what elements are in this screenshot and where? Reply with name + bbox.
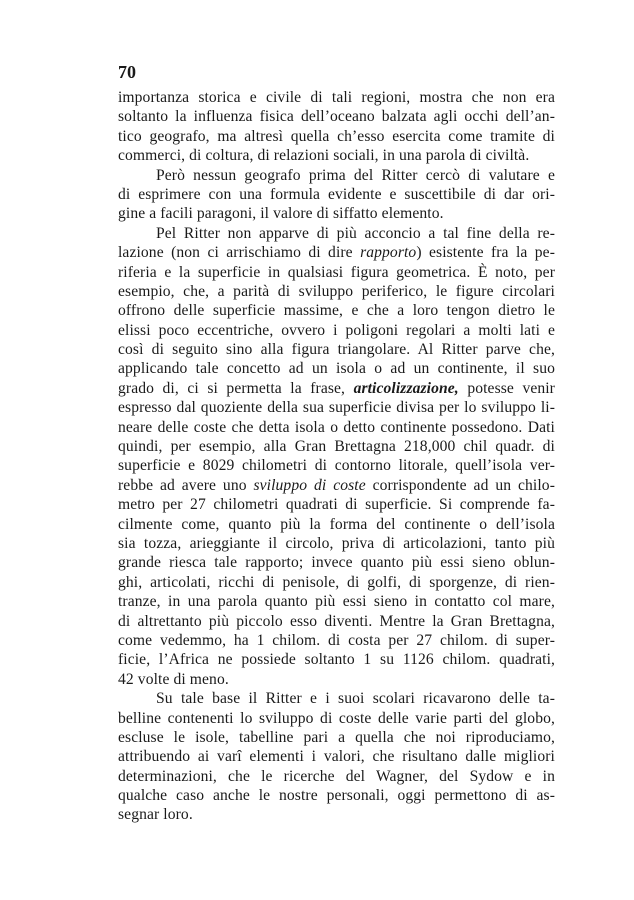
text-line xyxy=(118,204,555,223)
text-run: grande riesca tale rapporto; invece quanto più essi sieno oblun- xyxy=(118,554,555,572)
text-line xyxy=(118,573,555,592)
text-run: gine a facili paragoni, il valore di siffatto elemento. xyxy=(118,205,444,223)
text-line xyxy=(118,340,555,359)
text-line xyxy=(118,359,555,378)
text-line xyxy=(118,301,555,320)
text-run: di esprimere con una formula evidente e suscettibile di dar ori- xyxy=(118,185,555,203)
text-run: escluse le isole, tabelline pari a quella che noi riproduciamo, xyxy=(118,728,555,746)
text-run: di altrettanto più piccolo esso diventi. Mentre la Gran Brettagna, xyxy=(118,612,555,630)
text-line xyxy=(118,185,555,204)
text-line xyxy=(118,515,555,534)
text-line xyxy=(118,612,555,631)
text-line xyxy=(118,107,555,126)
emphasized-term: articolizzazione, xyxy=(353,379,459,397)
text-line xyxy=(118,805,555,824)
text-line xyxy=(118,243,555,262)
text-run: tranze, in una parola quanto più essi sieno in contatto col mare, xyxy=(118,593,555,611)
text-line xyxy=(118,650,555,669)
text-run: offrono delle superficie massime, e che a loro tengon dietro le xyxy=(118,302,555,320)
text-line xyxy=(118,592,555,611)
text-run: ghi, articolati, ricchi di penisole, di golfi, di sporgenze, di rien- xyxy=(118,573,555,591)
text-run: sia tozza, arieggiante il circolo, priva di articolazioni, tanto più xyxy=(118,534,555,552)
text-run: rebbe ad avere uno xyxy=(118,476,254,494)
text-run: grado di, ci si permetta la frase, xyxy=(118,379,354,397)
text-line xyxy=(118,689,555,708)
text-line xyxy=(118,476,555,495)
text-run: attribuendo ai varî elementi i valori, che risultano dalle migliori xyxy=(118,748,555,766)
text-run: belline contenenti lo sviluppo di coste delle varie parti del globo, xyxy=(118,709,555,727)
text-line xyxy=(118,534,555,553)
emphasized-term: sviluppo di coste xyxy=(253,476,366,494)
text-line xyxy=(118,88,555,107)
text-line xyxy=(118,418,555,437)
text-run: importanza storica e civile di tali regioni, mostra che non era xyxy=(118,89,555,106)
text-run: potesse venir xyxy=(458,379,555,397)
text-line xyxy=(118,553,555,572)
text-run: quindi, per esempio, alla Gran Brettagna 218,000 chil quadr. di xyxy=(118,438,555,456)
text-run: superficie e 8029 chilometri di contorno litorale, quell’isola ver- xyxy=(118,457,555,475)
text-run: segnar loro. xyxy=(118,806,193,824)
text-line xyxy=(118,709,555,728)
text-line xyxy=(118,263,555,282)
text-run: Pel Ritter non apparve di più acconcio a tal fine della re- xyxy=(156,224,555,242)
text-line xyxy=(118,456,555,475)
text-run: esempio, che, a parità di sviluppo periferico, le figure circolari xyxy=(118,282,555,300)
text-run: elissi poco eccentriche, ovvero i poligoni regolari a molti lati e xyxy=(118,321,555,339)
text-run: 42 volte di meno. xyxy=(118,670,229,688)
text-run: Però nessun geografo prima del Ritter cercò di valutare e xyxy=(156,166,555,184)
text-line xyxy=(118,495,555,514)
text-run: tico geografo, ma altresì quella ch’esso esercita come tramite di xyxy=(118,127,555,145)
text-line xyxy=(118,670,555,689)
text-line xyxy=(118,379,555,398)
text-line xyxy=(118,321,555,340)
text-run: cilmente come, quanto più la forma del continente o dell’isola xyxy=(118,515,555,533)
text-run: soltanto la influenza fisica dell’oceano balzata agli occhi dell’an- xyxy=(118,108,555,126)
page-number: 70 xyxy=(118,62,136,82)
text-run: neare delle coste che detta isola o detto continente possedono. Dati xyxy=(118,418,555,436)
text-line xyxy=(118,398,555,417)
text-run: ) esistente fra la pe- xyxy=(416,244,555,262)
text-run: così di seguito sino alla figura triangolare. Al Ritter parve che, xyxy=(118,341,555,359)
text-line xyxy=(118,166,555,185)
text-line xyxy=(118,747,555,766)
text-run: espresso dal quoziente della sua superficie divisa per lo sviluppo li- xyxy=(118,399,555,417)
emphasized-term: rapporto xyxy=(360,244,417,262)
text-run: qualche caso anche le nostre personali, oggi permettono di as- xyxy=(118,787,555,805)
text-run: metro per 27 chilometri quadrati di superficie. Si comprende fa- xyxy=(118,496,555,514)
text-run: lazione (non ci arrischiamo di dire xyxy=(118,244,361,262)
text-run: corrispondente ad un chilo- xyxy=(365,476,555,494)
text-line xyxy=(118,631,555,650)
body-text xyxy=(118,88,555,825)
text-run: Su tale base il Ritter e i suoi scolari ricavarono delle ta- xyxy=(156,690,555,708)
text-line xyxy=(118,224,555,243)
text-line xyxy=(118,786,555,805)
text-run: riferia e la superficie in qualsiasi figura geometrica. È noto, per xyxy=(118,263,555,281)
text-run: commerci, di coltura, di relazioni sociali, in una parola di civiltà. xyxy=(118,147,530,165)
text-line xyxy=(118,282,555,301)
text-line xyxy=(118,437,555,456)
text-run: determinazioni, che le ricerche del Wagner, del Sydow e in xyxy=(118,767,555,785)
text-line xyxy=(118,146,555,165)
text-line xyxy=(118,728,555,747)
text-run: ficie, l’Africa ne possiede soltanto 1 su 1126 chilom. quadrati, xyxy=(118,651,555,669)
text-line xyxy=(118,767,555,786)
text-run: come vedemmo, ha 1 chilom. di costa per 27 chilom. di super- xyxy=(118,631,555,649)
text-line xyxy=(118,127,555,146)
text-run: applicando tale concetto ad un isola o ad un continente, il suo xyxy=(118,360,555,378)
